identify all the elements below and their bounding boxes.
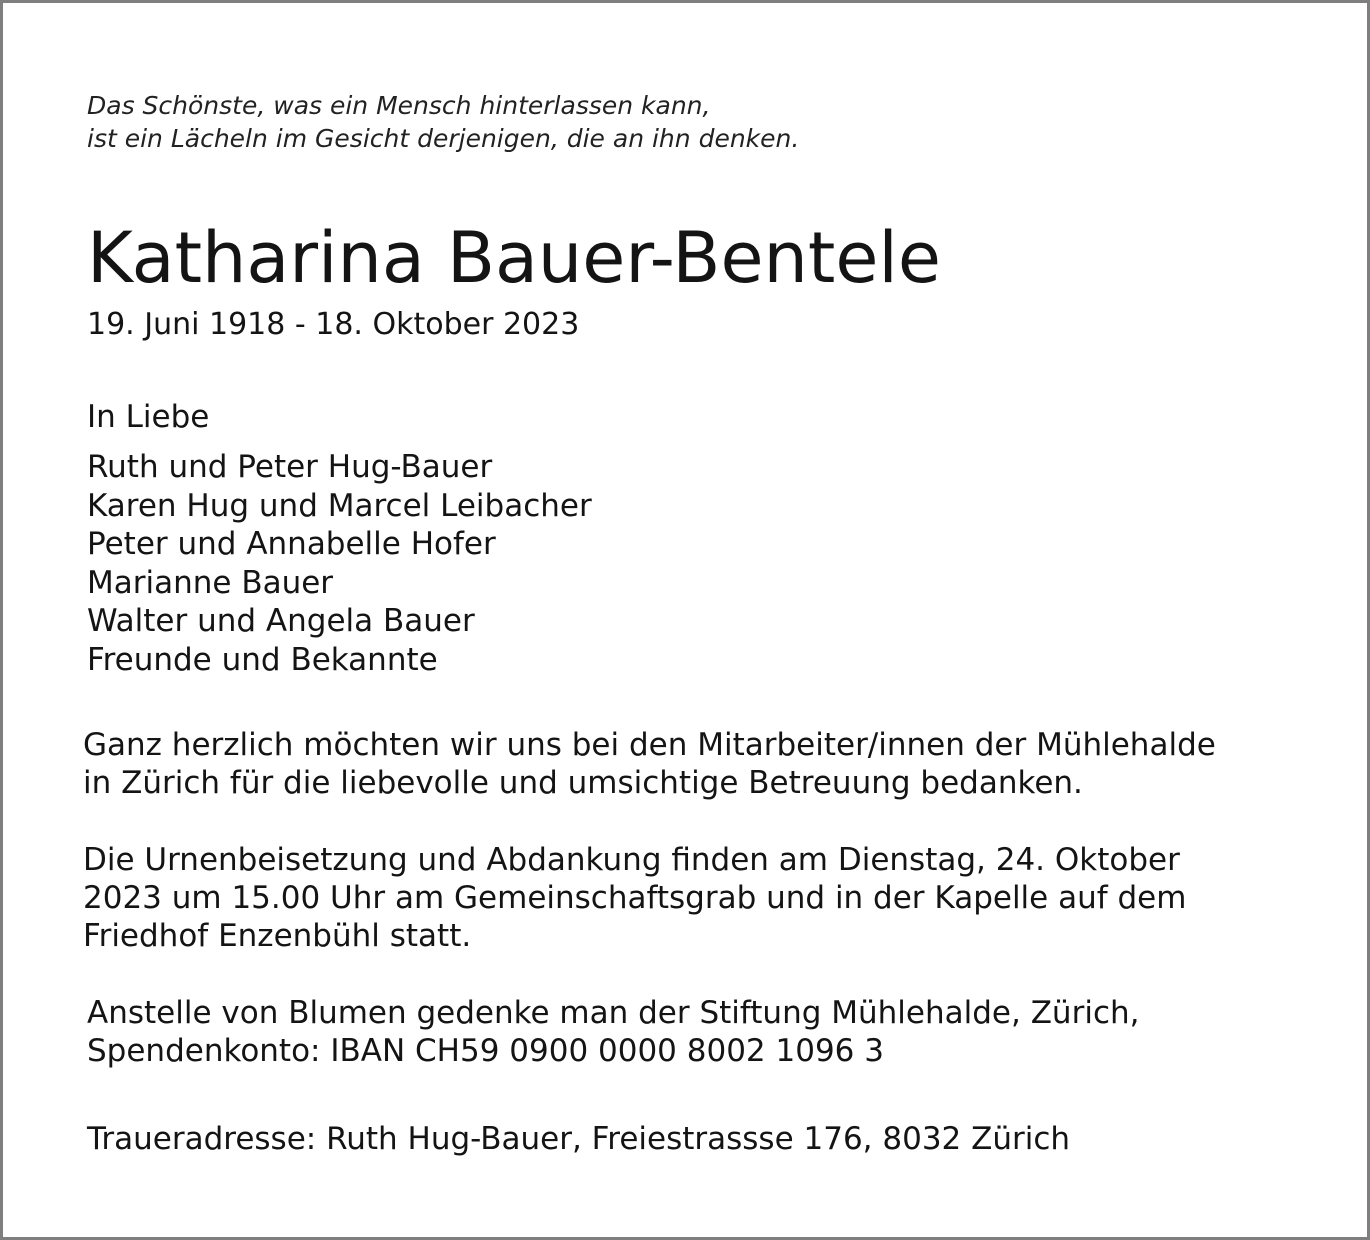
thanks-line: in Zürich für die liebevolle und umsichtige Betreuung bedanken. <box>83 765 1083 801</box>
quote-line: ist ein Lächeln im Gesicht derjenigen, die an ihn denken. <box>87 124 800 153</box>
thanks-paragraph <box>83 726 1216 802</box>
memorial-quote <box>87 89 799 155</box>
service-line: 2023 um 15.00 Uhr am Gemeinschaftsgrab und in der Kapelle auf dem <box>83 880 1187 916</box>
deceased-name: Katharina Bauer-Bentele <box>87 217 941 299</box>
service-line: Die Urnenbeisetzung und Abdankung finden am Dienstag, 24. Oktober <box>83 842 1180 878</box>
life-dates: 19. Juni 1918 - 18. Oktober 2023 <box>87 307 580 342</box>
service-paragraph <box>83 841 1186 955</box>
mourner-entry: Ruth und Peter Hug-Bauer <box>87 449 493 485</box>
mourner-entry: Walter und Angela Bauer <box>87 603 475 639</box>
service-line: Friedhof Enzenbühl statt. <box>83 918 472 954</box>
quote-line: Das Schönste, was ein Mensch hinterlassen kann, <box>87 91 711 120</box>
mourners-list <box>87 448 592 679</box>
mourning-address: Traueradresse: Ruth Hug-Bauer, Freiestrassse 176, 8032 Zürich <box>87 1121 1071 1157</box>
donation-line: Anstelle von Blumen gedenke man der Stiftung Mühlehalde, Zürich, <box>87 995 1140 1031</box>
greeting: In Liebe <box>87 399 210 435</box>
mourner-entry: Karen Hug und Marcel Leibacher <box>87 487 592 524</box>
mourner-entry: Peter und Annabelle Hofer <box>87 526 496 562</box>
mourner-entry: Marianne Bauer <box>87 564 334 601</box>
mourner-entry: Freunde und Bekannte <box>87 641 438 678</box>
donation-line: Spendenkonto: IBAN CH59 0900 0000 8002 1096 3 <box>87 1033 884 1069</box>
thanks-line: Ganz herzlich möchten wir uns bei den Mitarbeiter/innen der Mühlehalde <box>83 727 1216 763</box>
donation-paragraph <box>87 994 1140 1070</box>
